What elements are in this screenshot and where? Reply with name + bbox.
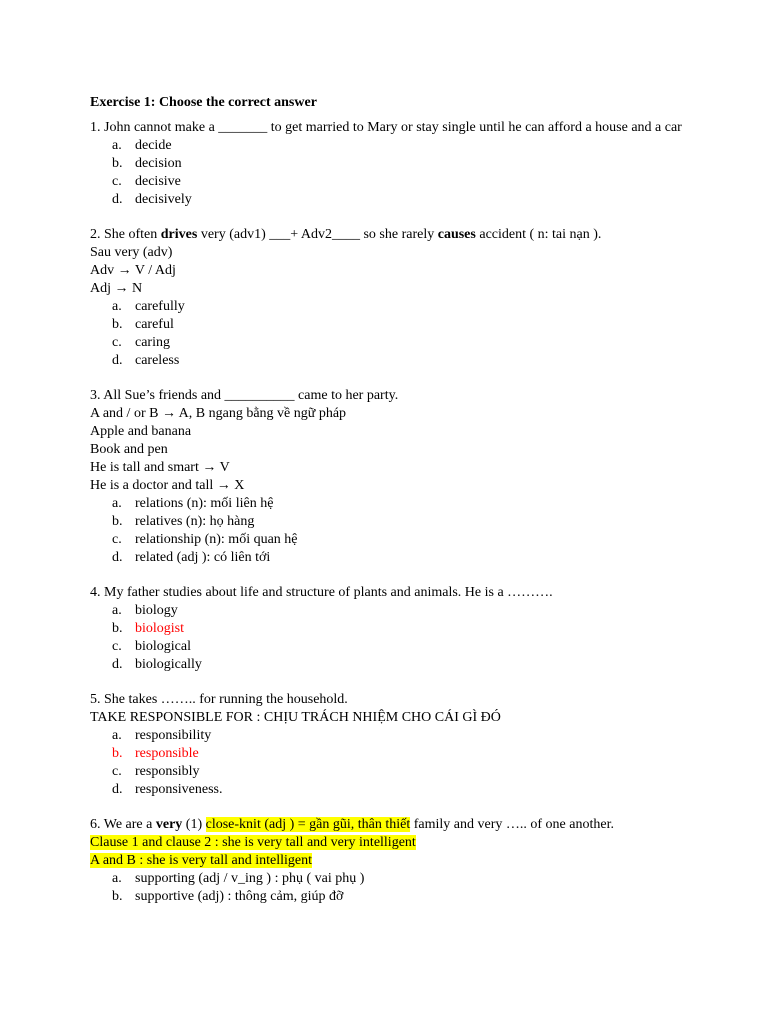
option-c: c. biological bbox=[112, 639, 191, 654]
option-d: d. responsiveness. bbox=[112, 782, 223, 797]
note: Clause 1 and clause 2 : she is very tall and very intelligent bbox=[90, 835, 416, 850]
question-text: 1. John cannot make a _______ to get married to Mary or stay single until he can afford a house and a car bbox=[90, 120, 682, 135]
question-text: 4. My father studies about life and structure of plants and animals. He is a ………. bbox=[90, 585, 553, 600]
options-list bbox=[90, 870, 690, 906]
question-text: 2. She often drives very (adv1) ___+ Adv2____ so she rarely causes accident ( n: tai nạn ). bbox=[90, 227, 602, 242]
note: Sau very (adv) bbox=[90, 245, 173, 260]
note: TAKE RESPONSIBLE FOR : CHỊU TRÁCH NHIỆM CHO CÁI GÌ ĐÓ bbox=[90, 710, 501, 725]
option-c: c. responsibly bbox=[112, 764, 200, 779]
question-5 bbox=[90, 691, 690, 799]
highlighted-text: close-knit (adj ) = gần gũi, thân thiết bbox=[205, 817, 411, 832]
option-a: a. decide bbox=[112, 138, 172, 153]
option-a: a. responsibility bbox=[112, 728, 212, 743]
options-list bbox=[90, 495, 690, 567]
option-b: b. supportive (adj) : thông cảm, giúp đỡ bbox=[112, 889, 344, 904]
option-c: c. relationship (n): mối quan hệ bbox=[112, 532, 298, 547]
option-b-answer: b. responsible bbox=[112, 746, 199, 761]
question-1 bbox=[90, 119, 690, 209]
document-page bbox=[90, 94, 690, 906]
note: He is tall and smart → V bbox=[90, 460, 230, 475]
note: Adv → V / Adj bbox=[90, 263, 176, 278]
note: He is a doctor and tall → X bbox=[90, 478, 245, 493]
note: Apple and banana bbox=[90, 424, 192, 439]
option-c: c. decisive bbox=[112, 174, 181, 189]
option-a: a. carefully bbox=[112, 299, 185, 314]
option-b: b. careful bbox=[112, 317, 174, 332]
question-text: 5. She takes …….. for running the household. bbox=[90, 692, 348, 707]
options-list bbox=[90, 602, 690, 674]
note: Adj → N bbox=[90, 281, 143, 296]
options-list bbox=[90, 727, 690, 799]
question-2 bbox=[90, 226, 690, 370]
option-d: d. biologically bbox=[112, 657, 202, 672]
option-a: a. biology bbox=[112, 603, 178, 618]
note: Book and pen bbox=[90, 442, 168, 457]
option-b: b. decision bbox=[112, 156, 182, 171]
option-c: c. caring bbox=[112, 335, 170, 350]
question-6 bbox=[90, 816, 690, 906]
option-b-answer: b. biologist bbox=[112, 621, 185, 636]
note: A and / or B → A, B ngang bằng về ngữ pháp bbox=[90, 406, 347, 421]
options-list bbox=[90, 298, 690, 370]
options-list bbox=[90, 137, 690, 209]
exercise-title: Exercise 1: Choose the correct answer bbox=[90, 95, 317, 110]
option-d: d. related (adj ): có liên tới bbox=[112, 550, 271, 565]
option-d: d. decisively bbox=[112, 192, 192, 207]
question-3 bbox=[90, 387, 690, 567]
option-d: d. careless bbox=[112, 353, 180, 368]
question-text: 6. We are a very (1) close-knit (adj ) = gần gũi, thân thiết family and very ….. of one another. bbox=[90, 817, 614, 832]
option-b: b. relatives (n): họ hàng bbox=[112, 514, 255, 529]
option-a: a. supporting (adj / v_ing ) : phụ ( vai phụ ) bbox=[112, 871, 365, 886]
question-4 bbox=[90, 584, 690, 674]
option-a: a. relations (n): mối liên hệ bbox=[112, 496, 274, 511]
question-text: 3. All Sue’s friends and __________ came to her party. bbox=[90, 388, 399, 403]
note: A and B : she is very tall and intelligent bbox=[90, 853, 313, 868]
